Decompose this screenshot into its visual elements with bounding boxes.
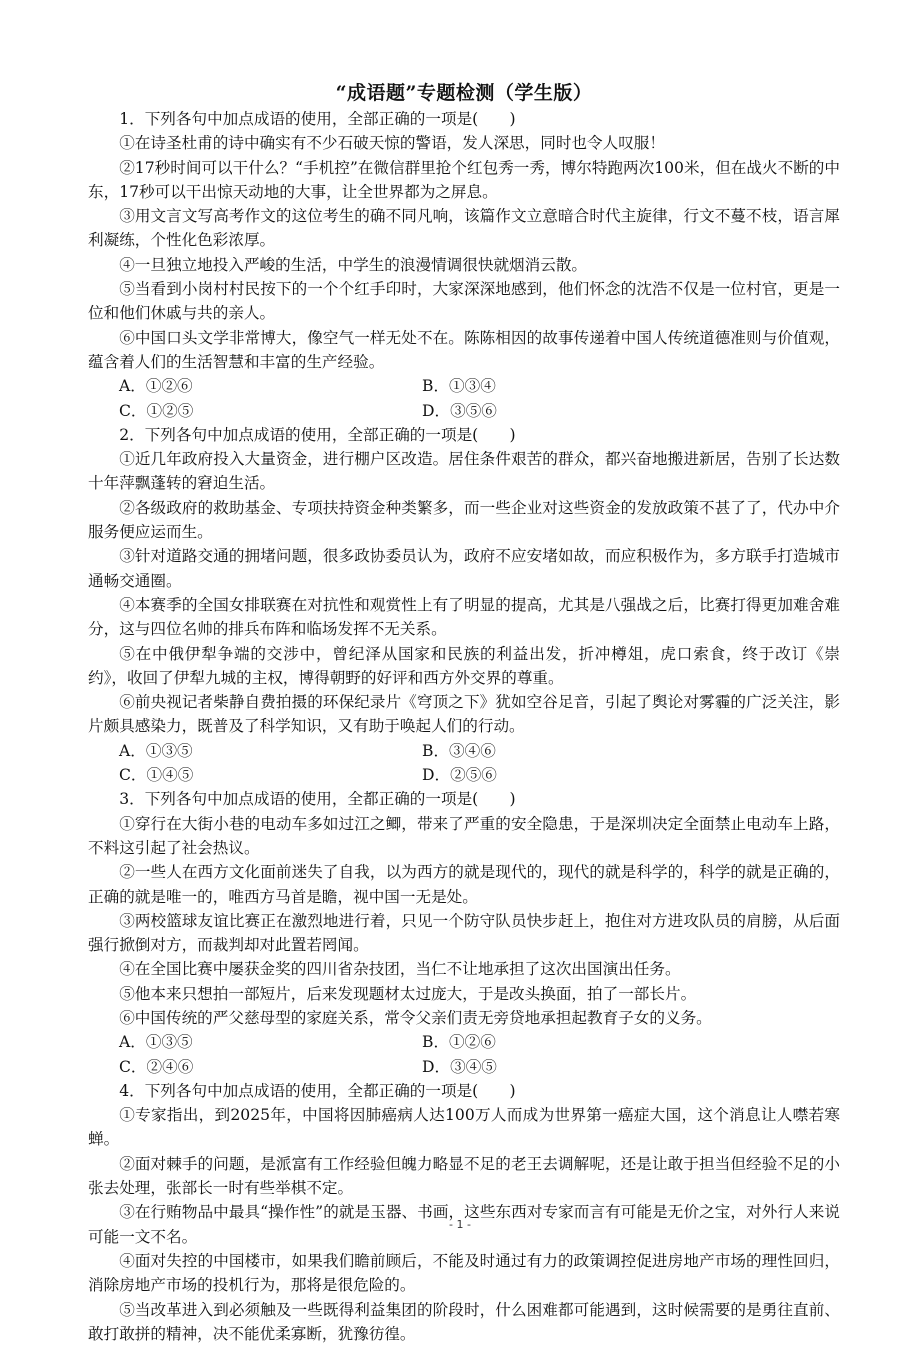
option-d: D．③⑤⑥ [422, 401, 497, 420]
document-page [88, 80, 840, 1346]
question-3 [88, 787, 840, 1079]
question-item: ⑥中国口头文学非常博大，像空气一样无处不在。陈陈相因的故事传递着中国人传统道德准则与价值观，蕴含着人们的生活智慧和丰富的生产经验。 [88, 328, 840, 371]
question-item: ③两校篮球友谊比赛正在激烈地进行着，只见一个防守队员快步赶上，抱住对方进攻队员的肩膀，从后面强行掀倒对方，而裁判却对此置若罔闻。 [88, 911, 840, 955]
question-item: ③用文言文写高考作文的这位考生的确不同凡响，该篇作文立意暗合时代主旋律，行文不蔓不枝，语言犀利凝练，个性化色彩浓厚。 [88, 207, 840, 250]
question-item: ⑤当改革进入到必须触及一些既得利益集团的阶段时，什么困难都可能遇到，这时候需要的是勇往直前、敢打敢拼的精神，决不能优柔寡断，犹豫彷徨。 [88, 1300, 840, 1343]
question-item: ⑤当看到小岗村村民按下的一个个红手印时，大家深深地感到，他们怀念的沈浩不仅是一位村官，更是一位和他们休戚与共的亲人。 [88, 280, 840, 323]
question-item: ①在诗圣杜甫的诗中确实有不少石破天惊的警语，发人深思，同时也令人叹服！ [119, 134, 665, 153]
option-b: B．③④⑥ [422, 741, 496, 760]
question-item: ①近几年政府投入大量资金，进行棚户区改造。居住条件艰苦的群众，都兴奋地搬进新居，告别了长达数十年萍飘蓬转的窘迫生活。 [88, 450, 840, 493]
answer-options [88, 739, 840, 788]
answer-options [88, 1030, 840, 1079]
option-b: B．①③④ [422, 377, 496, 396]
option-a: A．①②⑥ [119, 377, 193, 396]
question-item: ⑤他本来只想拍一部短片，后来发现题材太过庞大，于是改头换面，拍了一部长片。 [119, 984, 697, 1003]
question-item: ④面对失控的中国楼市，如果我们瞻前顾后，不能及时通过有力的政策调控促进房地产市场的理性回归，消除房地产市场的投机行为，那将是很危险的。 [88, 1251, 840, 1295]
question-item: ⑥前央视记者柴静自费拍摄的环保纪录片《穹顶之下》犹如空谷足音，引起了舆论对雾霾的广泛关注，影片颇具感染力，既普及了科学知识，又有助于唤起人们的行动。 [88, 693, 840, 736]
question-item: ②一些人在西方文化面前迷失了自我，以为西方的就是现代的，现代的就是科学的，科学的就是正确的，正确的就是唯一的，唯西方马首是瞻，视中国一无是处。 [88, 863, 840, 906]
question-item: ④在全国比赛中屡获金奖的四川省杂技团，当仁不让地承担了这次出国演出任务。 [119, 960, 681, 979]
question-item: ②17秒时间可以干什么？“手机控”在微信群里抢个红包秀一秀，博尔特跑两次100米，但在战火不断的中东，17秒可以干出惊天动地的大事，让全世界都为之屏息。 [88, 158, 840, 201]
option-c: C．②④⑥ [119, 1057, 194, 1076]
question-stem: 1．下列各句中加点成语的使用，全部正确的一项是( ) [119, 110, 516, 128]
question-2 [88, 423, 840, 787]
question-item: ①穿行在大街小巷的电动车多如过江之鲫，带来了严重的安全隐患，于是深圳决定全面禁止电动车上路，不料这引起了社会热议。 [88, 814, 840, 857]
question-stem: 3．下列各句中加点成语的使用，全都正确的一项是( ) [119, 790, 516, 809]
option-d: D．③④⑤ [422, 1057, 497, 1076]
question-stem: 2．下列各句中加点成语的使用，全部正确的一项是( ) [119, 425, 516, 444]
question-item: ②各级政府的救助基金、专项扶持资金种类繁多，而一些企业对这些资金的发放政策不甚了了，代办中介服务便应运而生。 [88, 498, 840, 542]
document-title: “成语题”专题检测（学生版） [335, 82, 593, 104]
option-b: B．①②⑥ [422, 1033, 496, 1052]
option-a: A．①③⑤ [119, 1033, 193, 1052]
question-item: ②面对棘手的问题，是派富有工作经验但魄力略显不足的老王去调解呢，还是让敢于担当但经验不足的小张去处理，张部长一时有些举棋不定。 [88, 1154, 840, 1198]
option-c: C．①②⑤ [119, 401, 194, 420]
page-number: - 1 - [449, 1218, 471, 1231]
question-item: ⑤在中俄伊犁争端的交涉中，曾纪泽从国家和民族的利益出发，折冲樽俎，虎口索食，终于改订《崇约》，收回了伊犁九城的主权，博得朝野的好评和西方外交界的尊重。 [88, 644, 840, 687]
question-item: ④一旦独立地投入严峻的生活，中学生的浪漫情调很快就烟消云散。 [119, 255, 588, 274]
question-item: ④本赛季的全国女排联赛在对抗性和观赏性上有了明显的提高，尤其是八强战之后，比赛打得更加难舍难分，这与四位名帅的排兵布阵和临场发挥不无关系。 [88, 595, 840, 639]
question-1 [88, 107, 840, 423]
question-item: ①专家指出，到2025年，中国将因肺癌病人达100万人而成为世界第一癌症大国，这个消息让人噤若寒蝉。 [88, 1106, 840, 1149]
option-a: A．①③⑤ [119, 741, 193, 760]
option-c: C．①④⑤ [119, 766, 194, 785]
question-item: ⑥中国传统的严父慈母型的家庭关系，常令父亲们责无旁贷地承担起教育子女的义务。 [119, 1008, 712, 1027]
question-stem: 4．下列各句中加点成语的使用，全都正确的一项是( ) [119, 1081, 516, 1100]
option-d: D．②⑤⑥ [422, 766, 497, 785]
answer-options [88, 374, 840, 423]
question-item: ③在行贿物品中最具“操作性”的就是玉器、书画，这些东西对专家而言有可能是无价之宝，对外行人来说可能一文不名。 [88, 1203, 840, 1246]
question-4 [88, 1079, 840, 1346]
question-item: ③针对道路交通的拥堵问题，很多政协委员认为，政府不应安堵如故，而应积极作为，多方联手打造城市通畅交通圈。 [88, 547, 840, 590]
